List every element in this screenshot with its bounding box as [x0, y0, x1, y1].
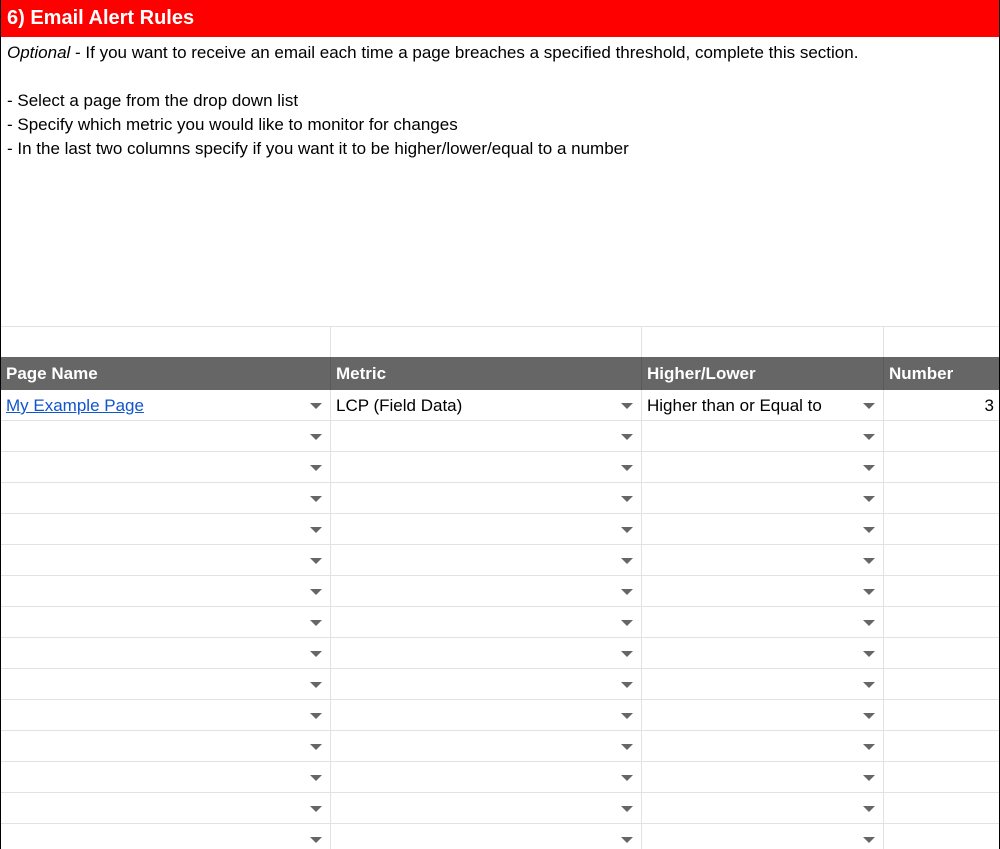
dropdown-arrow-icon[interactable] — [621, 620, 633, 626]
empty-cell[interactable] — [642, 327, 884, 357]
number-cell[interactable] — [884, 638, 999, 668]
number-cell[interactable] — [884, 824, 999, 849]
page-name-select[interactable] — [1, 669, 331, 699]
number-cell[interactable] — [884, 390, 999, 420]
number-cell[interactable] — [884, 762, 999, 792]
dropdown-arrow-icon[interactable] — [621, 434, 633, 440]
number-cell[interactable] — [884, 669, 999, 699]
empty-cell[interactable] — [1, 327, 331, 357]
metric-select[interactable] — [331, 452, 642, 482]
dropdown-arrow-icon[interactable] — [310, 589, 322, 595]
header-number: Number — [889, 364, 954, 383]
dropdown-arrow-icon[interactable] — [863, 682, 875, 688]
dropdown-arrow-icon[interactable] — [310, 651, 322, 657]
metric-select[interactable] — [331, 421, 642, 451]
number-cell[interactable] — [884, 607, 999, 637]
header-page-name: Page Name — [1, 357, 331, 390]
metric-select[interactable] — [331, 576, 642, 606]
dropdown-arrow-icon[interactable] — [310, 496, 322, 502]
page-name-select[interactable] — [1, 793, 331, 823]
table-row — [1, 390, 999, 421]
higher-lower-select[interactable] — [642, 793, 884, 823]
header-higher-lower: Higher/Lower — [642, 357, 884, 390]
table-row — [1, 545, 999, 576]
table-row — [1, 421, 999, 452]
metric-select[interactable] — [331, 762, 642, 792]
higher-lower-select[interactable] — [642, 824, 884, 849]
dropdown-arrow-icon[interactable] — [621, 806, 633, 812]
dropdown-arrow-icon[interactable] — [621, 403, 633, 409]
higher-lower-select-value: Higher than or Equal to — [647, 396, 822, 415]
number-cell[interactable] — [884, 421, 999, 451]
dropdown-arrow-icon[interactable] — [863, 527, 875, 533]
dropdown-arrow-icon[interactable] — [621, 558, 633, 564]
dropdown-arrow-icon[interactable] — [621, 496, 633, 502]
metric-select-value: LCP (Field Data) — [336, 396, 463, 415]
number-cell[interactable] — [884, 731, 999, 761]
metric-select[interactable] — [331, 700, 642, 730]
metric-select[interactable] — [331, 390, 642, 420]
metric-select[interactable] — [331, 483, 642, 513]
dropdown-arrow-icon[interactable] — [863, 496, 875, 502]
number-cell[interactable] — [884, 514, 999, 544]
dropdown-arrow-icon[interactable] — [310, 434, 322, 440]
table-row — [1, 607, 999, 638]
instruction-step: - In the last two columns specify if you want it to be higher/lower/equal to a number — [7, 139, 629, 158]
higher-lower-select[interactable] — [642, 545, 884, 575]
dropdown-arrow-icon[interactable] — [863, 620, 875, 626]
intro-text: - If you want to receive an email each time a page breaches a specified threshold, complete this section. — [70, 43, 859, 62]
dropdown-arrow-icon[interactable] — [310, 744, 322, 750]
dropdown-arrow-icon[interactable] — [621, 682, 633, 688]
dropdown-arrow-icon[interactable] — [621, 713, 633, 719]
dropdown-arrow-icon[interactable] — [310, 527, 322, 533]
dropdown-arrow-icon[interactable] — [621, 744, 633, 750]
dropdown-arrow-icon[interactable] — [310, 837, 322, 843]
table-row — [1, 452, 999, 483]
higher-lower-select[interactable] — [642, 607, 884, 637]
higher-lower-select[interactable] — [642, 421, 884, 451]
intro-line — [7, 41, 993, 65]
dropdown-arrow-icon[interactable] — [310, 775, 322, 781]
dropdown-arrow-icon[interactable] — [863, 775, 875, 781]
page-name-select[interactable] — [1, 607, 331, 637]
page-name-select[interactable] — [1, 545, 331, 575]
metric-select[interactable] — [331, 824, 642, 849]
empty-cell[interactable] — [884, 327, 999, 357]
page-name-select[interactable] — [1, 731, 331, 761]
dropdown-arrow-icon[interactable] — [621, 465, 633, 471]
dropdown-arrow-icon[interactable] — [863, 589, 875, 595]
table-row — [1, 824, 999, 849]
dropdown-arrow-icon[interactable] — [310, 713, 322, 719]
dropdown-arrow-icon[interactable] — [621, 527, 633, 533]
page-name-select[interactable] — [1, 514, 331, 544]
section-description — [1, 37, 999, 327]
table-header — [1, 357, 999, 390]
dropdown-arrow-icon[interactable] — [863, 558, 875, 564]
higher-lower-select[interactable] — [642, 514, 884, 544]
dropdown-arrow-icon[interactable] — [310, 682, 322, 688]
dropdown-arrow-icon[interactable] — [310, 465, 322, 471]
higher-lower-select[interactable] — [642, 483, 884, 513]
number-cell[interactable] — [884, 483, 999, 513]
instruction-step: - Specify which metric you would like to monitor for changes — [7, 115, 458, 134]
page-name-select[interactable] — [1, 421, 331, 451]
dropdown-arrow-icon[interactable] — [863, 744, 875, 750]
table-row — [1, 638, 999, 669]
page-name-select[interactable] — [1, 824, 331, 849]
number-cell[interactable] — [884, 545, 999, 575]
metric-select[interactable] — [331, 514, 642, 544]
higher-lower-select[interactable] — [642, 731, 884, 761]
metric-select[interactable] — [331, 731, 642, 761]
higher-lower-select[interactable] — [642, 390, 884, 420]
header-metric: Metric — [331, 357, 642, 390]
table-row — [1, 669, 999, 700]
dropdown-arrow-icon[interactable] — [863, 713, 875, 719]
higher-lower-select[interactable] — [642, 700, 884, 730]
page-name-select[interactable] — [1, 638, 331, 668]
table-row — [1, 514, 999, 545]
number-cell[interactable] — [884, 793, 999, 823]
table-row — [1, 700, 999, 731]
instruction-step: - Select a page from the drop down list — [7, 91, 299, 110]
dropdown-arrow-icon[interactable] — [310, 403, 322, 409]
dropdown-arrow-icon[interactable] — [863, 837, 875, 843]
dropdown-arrow-icon[interactable] — [621, 589, 633, 595]
dropdown-arrow-icon[interactable] — [863, 465, 875, 471]
empty-cell[interactable] — [331, 327, 642, 357]
dropdown-arrow-icon[interactable] — [863, 434, 875, 440]
higher-lower-select[interactable] — [642, 638, 884, 668]
higher-lower-select[interactable] — [642, 669, 884, 699]
table-row — [1, 793, 999, 824]
dropdown-arrow-icon[interactable] — [863, 651, 875, 657]
metric-select[interactable] — [331, 607, 642, 637]
page-name-select[interactable] — [1, 483, 331, 513]
table-row — [1, 731, 999, 762]
page-name-select[interactable] — [1, 576, 331, 606]
dropdown-arrow-icon[interactable] — [310, 806, 322, 812]
higher-lower-select[interactable] — [642, 576, 884, 606]
metric-select[interactable] — [331, 793, 642, 823]
higher-lower-select[interactable] — [642, 452, 884, 482]
dropdown-arrow-icon[interactable] — [863, 806, 875, 812]
metric-select[interactable] — [331, 545, 642, 575]
page-name-select-value[interactable]: My Example Page — [6, 396, 144, 415]
dropdown-arrow-icon[interactable] — [621, 837, 633, 843]
intro-label: Optional — [7, 43, 71, 62]
number-cell[interactable] — [884, 700, 999, 730]
page-name-select[interactable] — [1, 390, 331, 420]
table-row — [1, 762, 999, 793]
dropdown-arrow-icon[interactable] — [621, 651, 633, 657]
dropdown-arrow-icon[interactable] — [310, 620, 322, 626]
page-name-select[interactable] — [1, 762, 331, 792]
metric-select[interactable] — [331, 638, 642, 668]
metric-select[interactable] — [331, 669, 642, 699]
higher-lower-select[interactable] — [642, 762, 884, 792]
section-title: 6) Email Alert Rules — [1, 0, 999, 37]
dropdown-arrow-icon[interactable] — [310, 558, 322, 564]
page-name-select[interactable] — [1, 452, 331, 482]
dropdown-arrow-icon[interactable] — [621, 775, 633, 781]
dropdown-arrow-icon[interactable] — [863, 403, 875, 409]
table-row — [1, 483, 999, 514]
page-name-select[interactable] — [1, 700, 331, 730]
number-cell[interactable] — [884, 452, 999, 482]
empty-row — [1, 326, 999, 357]
table-row — [1, 576, 999, 607]
number-cell[interactable] — [884, 576, 999, 606]
number-cell-value: 3 — [984, 396, 994, 415]
